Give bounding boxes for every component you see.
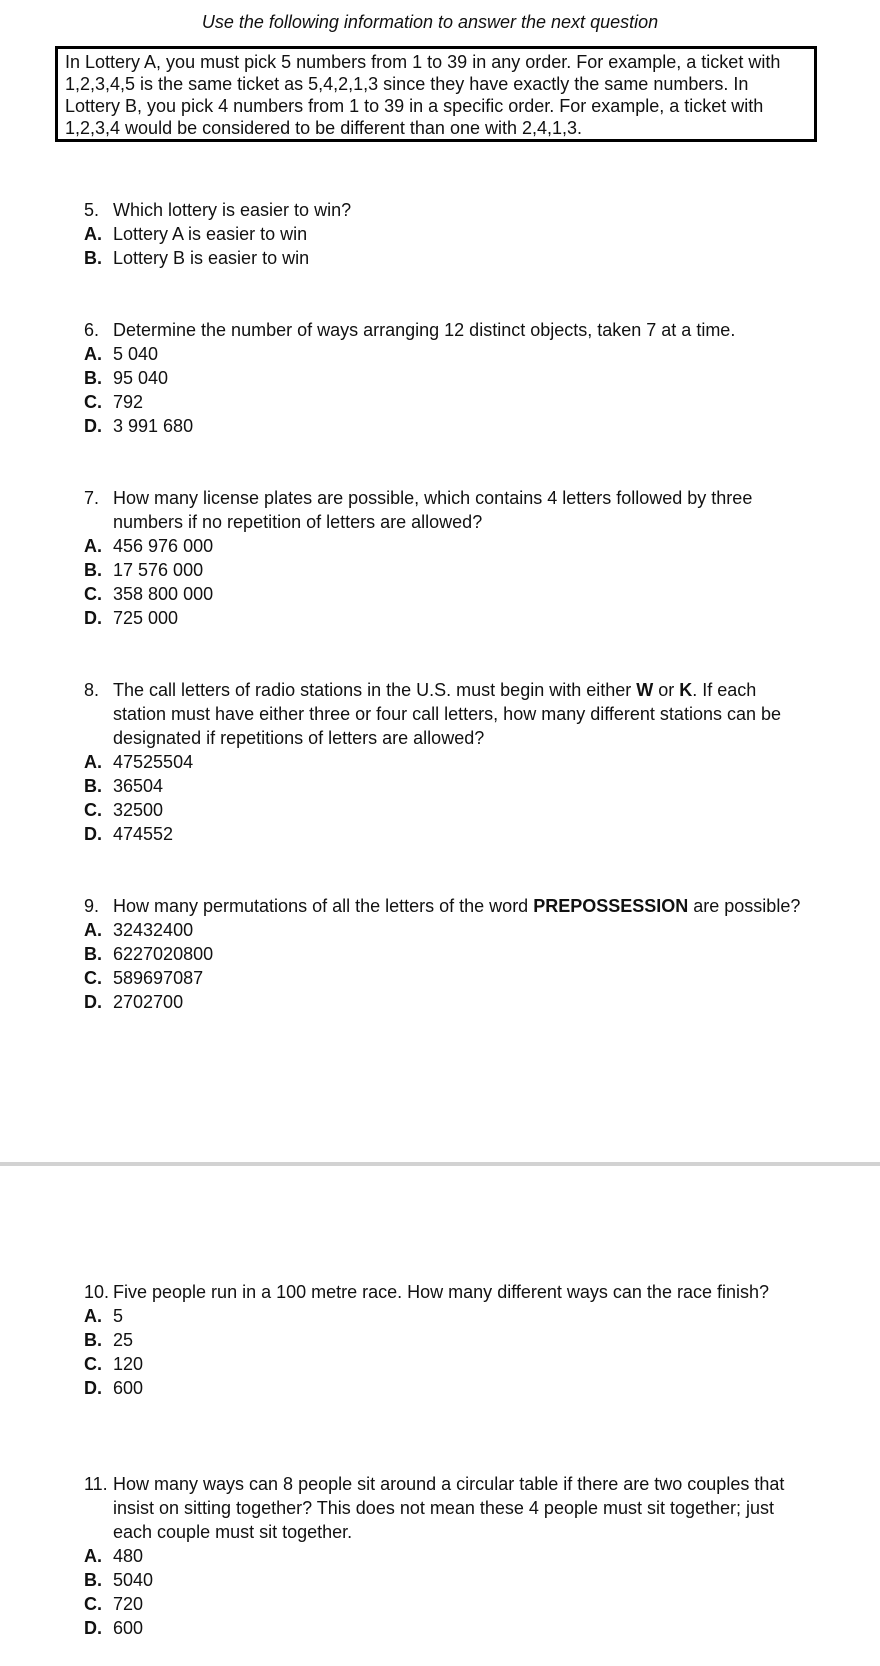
option-text: 480 — [113, 1546, 144, 1566]
option-text: 600 — [113, 1618, 144, 1638]
option-text: 6227020800 — [113, 944, 214, 964]
option-text: 47525504 — [113, 752, 194, 772]
option-text: 95 040 — [113, 368, 169, 388]
bold-letter-w: W — [636, 680, 654, 700]
option-c — [84, 966, 814, 990]
question-number: 11. — [84, 1474, 108, 1494]
option-c — [84, 1352, 814, 1376]
option-a — [84, 342, 814, 366]
option-text: 5040 — [113, 1570, 154, 1590]
question-number: 9. — [84, 896, 100, 916]
option-letter: D. — [84, 416, 102, 436]
option-letter: A. — [84, 536, 102, 556]
option-letter: D. — [84, 608, 102, 628]
option-letter: B. — [84, 944, 102, 964]
question-text: Which lottery is easier to win? — [113, 200, 352, 220]
option-letter: D. — [84, 1378, 102, 1398]
question-text: The call letters of radio stations in the U.S. must begin with either W or K. If each station must have either three or four call letters, how many different stations can be designated if repetitions of letters are allowed? — [113, 680, 782, 748]
option-text: 2702700 — [113, 992, 184, 1012]
option-d — [84, 1376, 814, 1400]
option-text: Lottery A is easier to win — [113, 224, 308, 244]
option-a — [84, 1544, 814, 1568]
bold-word: PREPOSSESSION — [533, 896, 689, 916]
option-a — [84, 918, 814, 942]
option-text: 792 — [113, 392, 144, 412]
option-a — [84, 1304, 814, 1328]
option-letter: A. — [84, 752, 102, 772]
option-letter: A. — [84, 920, 102, 940]
option-text: 32432400 — [113, 920, 194, 940]
option-d — [84, 606, 814, 630]
option-text: 25 — [113, 1330, 134, 1350]
question-text: Five people run in a 100 metre race. How many different ways can the race finish? — [113, 1282, 770, 1302]
option-text: 32500 — [113, 800, 164, 820]
question-number: 10. — [84, 1282, 110, 1302]
option-b — [84, 246, 814, 270]
option-letter: B. — [84, 560, 102, 580]
option-letter: C. — [84, 1594, 102, 1614]
question-11 — [84, 1472, 814, 1640]
bold-letter-k: K — [679, 680, 693, 700]
option-c — [84, 582, 814, 606]
option-b — [84, 1328, 814, 1352]
option-letter: B. — [84, 248, 102, 268]
option-text: 589697087 — [113, 968, 204, 988]
question-8 — [84, 678, 814, 846]
question-text: How many permutations of all the letters of the word PREPOSSESSION are possible? — [113, 896, 801, 916]
option-letter: A. — [84, 1546, 102, 1566]
option-c — [84, 390, 814, 414]
option-letter: C. — [84, 800, 102, 820]
question-6 — [84, 318, 814, 438]
option-text: 5 — [113, 1306, 124, 1326]
option-b — [84, 558, 814, 582]
option-d — [84, 822, 814, 846]
option-text: 3 991 680 — [113, 416, 194, 436]
option-letter: B. — [84, 1570, 102, 1590]
option-text: 600 — [113, 1378, 144, 1398]
option-letter: B. — [84, 368, 102, 388]
question-number: 7. — [84, 488, 100, 508]
option-b — [84, 774, 814, 798]
option-d — [84, 1616, 814, 1640]
option-c — [84, 798, 814, 822]
option-text: 17 576 000 — [113, 560, 204, 580]
question-number: 5. — [84, 200, 100, 220]
question-number: 6. — [84, 320, 100, 340]
option-a — [84, 750, 814, 774]
option-letter: B. — [84, 776, 102, 796]
option-b — [84, 942, 814, 966]
option-text: 725 000 — [113, 608, 179, 628]
option-letter: D. — [84, 1618, 102, 1638]
option-letter: C. — [84, 1354, 102, 1374]
option-a — [84, 222, 814, 246]
option-letter: C. — [84, 392, 102, 412]
option-letter: A. — [84, 1306, 102, 1326]
question-10 — [84, 1280, 814, 1400]
option-d — [84, 990, 814, 1014]
page-2 — [0, 1166, 880, 1666]
option-text: 720 — [113, 1594, 144, 1614]
intro-instruction: Use the following information to answer the next question — [201, 12, 659, 32]
option-letter: C. — [84, 584, 102, 604]
option-text: 474552 — [113, 824, 174, 844]
question-number: 8. — [84, 680, 100, 700]
question-9 — [84, 894, 814, 1014]
option-b — [84, 1568, 814, 1592]
option-d — [84, 414, 814, 438]
option-text: 358 800 000 — [113, 584, 214, 604]
option-text: 5 040 — [113, 344, 159, 364]
question-5 — [84, 198, 814, 270]
option-letter: A. — [84, 224, 102, 244]
question-text: How many license plates are possible, which contains 4 letters followed by three numbers if no repetition of letters are allowed? — [113, 488, 753, 532]
question-7 — [84, 486, 814, 630]
question-text: Determine the number of ways arranging 12 distinct objects, taken 7 at a time. — [113, 320, 736, 340]
option-letter: D. — [84, 824, 102, 844]
option-text: 120 — [113, 1354, 144, 1374]
question-text: How many ways can 8 people sit around a circular table if there are two couples that insist on sitting together? This does not mean these 4 people must sit together; just each couple must sit together. — [113, 1474, 785, 1542]
option-text: 36504 — [113, 776, 164, 796]
option-letter: A. — [84, 344, 102, 364]
option-text: 456 976 000 — [113, 536, 214, 556]
option-b — [84, 366, 814, 390]
option-letter: C. — [84, 968, 102, 988]
option-letter: D. — [84, 992, 102, 1012]
option-text: Lottery B is easier to win — [113, 248, 310, 268]
lottery-info-box: In Lottery A, you must pick 5 numbers from 1 to 39 in any order. For example, a ticket with 1,2,3,4,5 is the same ticket as 5,4,2,1,3 since they have exactly the same numbers. In Lottery B, you pick 4 numbers from 1 to 39 in a specific order. For example, a ticket with 1,2,3,4 would be considered to be different than one with 2,4,1,3. — [55, 46, 817, 142]
option-c — [84, 1592, 814, 1616]
option-a — [84, 534, 814, 558]
option-letter: B. — [84, 1330, 102, 1350]
